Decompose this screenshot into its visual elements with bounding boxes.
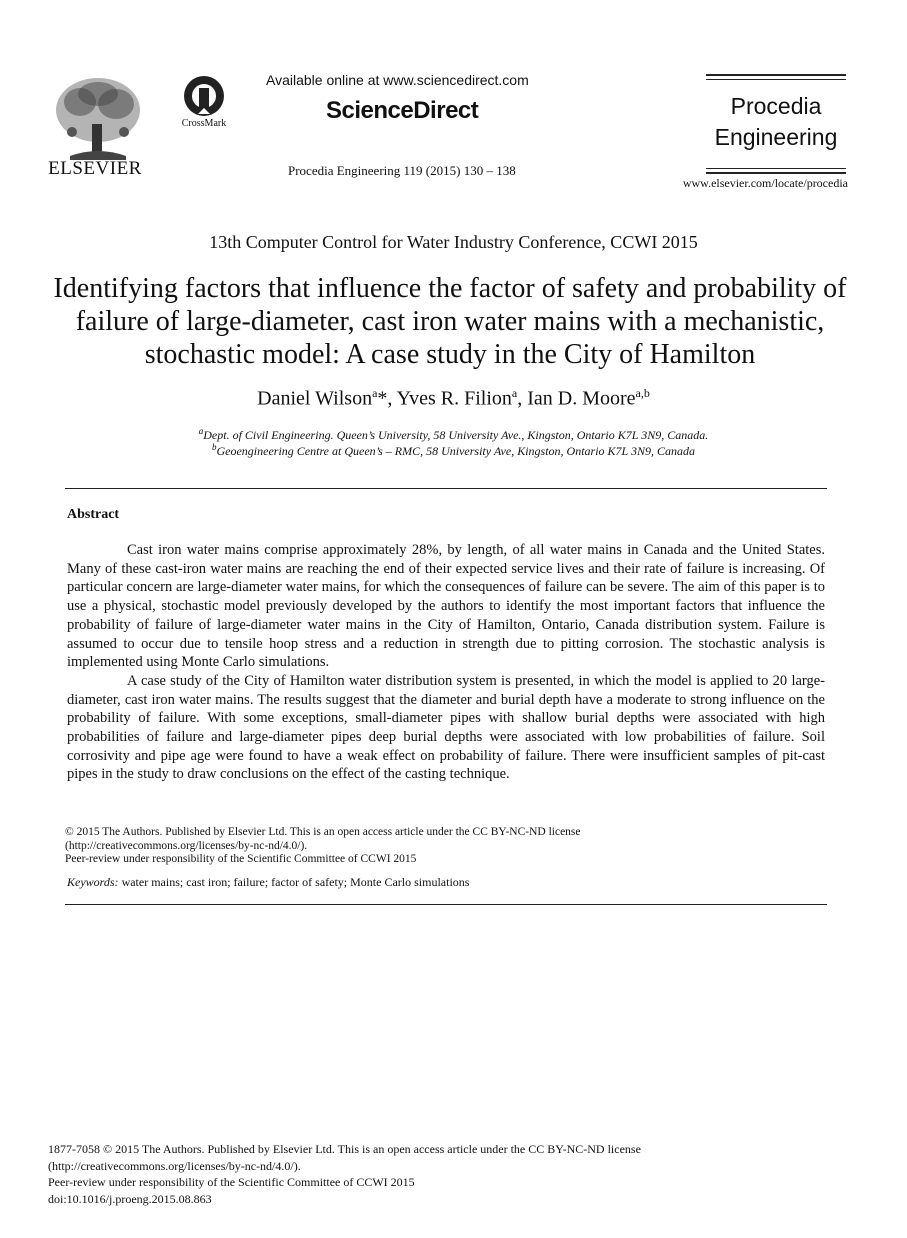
- author-name: Yves R. Filion: [396, 387, 512, 410]
- license-notice: [65, 826, 825, 867]
- abstract-body: [67, 541, 825, 784]
- available-online-text: Available online at www.sciencedirect.com: [266, 72, 529, 88]
- paper-title: Identifying factors that influence the factor of safety and probability of failure of large-diameter, cast iron water mains with a mechanistic, stochastic model: A case study in the City of Hamilton: [53, 273, 847, 370]
- peer-review-line: Peer-review under responsibility of the Scientific Committee of CCWI 2015: [65, 853, 417, 865]
- journal-reference: Procedia Engineering 119 (2015) 130 – 138: [288, 163, 516, 178]
- affiliation-sup: a: [198, 426, 204, 436]
- affiliation: [0, 442, 907, 459]
- journal-rule-top: [706, 74, 846, 76]
- author-name: Ian D. Moore: [527, 387, 636, 410]
- corresponding-author-mark: *: [377, 387, 388, 410]
- abstract-heading: Abstract: [67, 507, 120, 522]
- journal-rule-bottom-thin: [706, 168, 846, 169]
- affiliation: [0, 426, 907, 443]
- author-list: [0, 386, 907, 411]
- abstract-top-rule: [65, 488, 827, 489]
- keywords-text: water mains; cast iron; failure; factor of safety; Monte Carlo simulations: [118, 875, 470, 889]
- crossmark-label: CrossMark: [181, 118, 227, 129]
- footer-doi[interactable]: doi:10.1016/j.proeng.2015.08.863: [48, 1191, 212, 1206]
- author-separator: ,: [517, 387, 528, 410]
- author-affil-sup: a: [511, 386, 518, 400]
- author-affil-sup: a: [372, 386, 378, 400]
- author-separator: ,: [387, 387, 397, 410]
- journal-url[interactable]: www.elsevier.com/locate/procedia: [682, 176, 848, 190]
- footer-issn-license: 1877-7058 © 2015 The Authors. Published by Elsevier Ltd. This is an open access article under the CC BY-NC-ND license: [48, 1142, 641, 1156]
- sciencedirect-logo[interactable]: ScienceDirect: [326, 97, 479, 124]
- affiliation-sup: b: [211, 442, 217, 452]
- journal-name-line2: Engineering: [714, 124, 838, 150]
- author-name: Daniel Wilson: [257, 387, 373, 410]
- footer-license-link[interactable]: (http://creativecommons.org/licenses/by-nc-nd/4.0/).: [48, 1158, 301, 1173]
- journal-rule-bottom: [706, 172, 846, 174]
- footer-peer-review: Peer-review under responsibility of the Scientific Committee of CCWI 2015: [48, 1175, 415, 1189]
- journal-name-line1: Procedia: [730, 93, 822, 119]
- conference-name: 13th Computer Control for Water Industry Conference, CCWI 2015: [209, 232, 698, 252]
- abstract-paragraph: A case study of the City of Hamilton water distribution system is presented, in which the model is applied to 20 large-diameter, cast iron water mains. The results suggest that the diameter and burial depth have a moderate to strong influence on the probability of failure. With some exceptions, small-diameter pipes with shallow burial depths were associated with high probabilities of failure and large-diameter pipes deep burial depths were associated with low probabilities of failure. Soil corrosivity and pipe age were found to have a weak effect on probability of failure. There were insufficient samples of pit-cast pipes in the study to draw conclusions on the effect of the casting technique.: [67, 672, 825, 783]
- page-footer: [48, 1141, 848, 1207]
- abstract-bottom-rule: [65, 904, 827, 905]
- affiliation-text: Dept. of Civil Engineering. Queen’s University, 58 University Ave., Kingston, Ontario K7L 3N9, Canada.: [203, 428, 709, 442]
- publisher-wordmark: ELSEVIER: [48, 158, 142, 179]
- journal-rule-top-thin: [706, 79, 846, 80]
- elsevier-tree-logo: [50, 72, 146, 172]
- keywords: [67, 875, 469, 890]
- abstract-paragraph: Cast iron water mains comprise approximately 28%, by length, of all water mains in Canada and the United States. Many of these cast-iron water mains are reaching the end of their expected service lives and their rate of failure is increasing. Of particular concern are large-diameter water mains, for which the consequences of failure can be severe. The aim of this paper is to use a physical, stochastic model previously developed by the authors to identify the most important factors that influence the probability of failure of large-diameter water mains in the City of Hamilton, Ontario, Canada distribution system. Failure is assumed to occur due to tensile hoop stress and a reduction in strength due to pitting corrosion. The stochastic analysis is implemented using Monte Carlo simulations.: [67, 542, 825, 671]
- license-line: © 2015 The Authors. Published by Elsevier Ltd. This is an open access article under the CC BY-NC-ND license: [65, 826, 581, 838]
- keywords-label: Keywords:: [67, 875, 119, 889]
- license-link[interactable]: (http://creativecommons.org/licenses/by-nc-nd/4.0/).: [65, 839, 308, 852]
- affiliation-text: Geoengineering Centre at Queen’s – RMC, 58 University Ave, Kingston, Ontario K7L 3N9, Canada: [216, 444, 696, 458]
- author-affil-sup: a,b: [635, 386, 650, 400]
